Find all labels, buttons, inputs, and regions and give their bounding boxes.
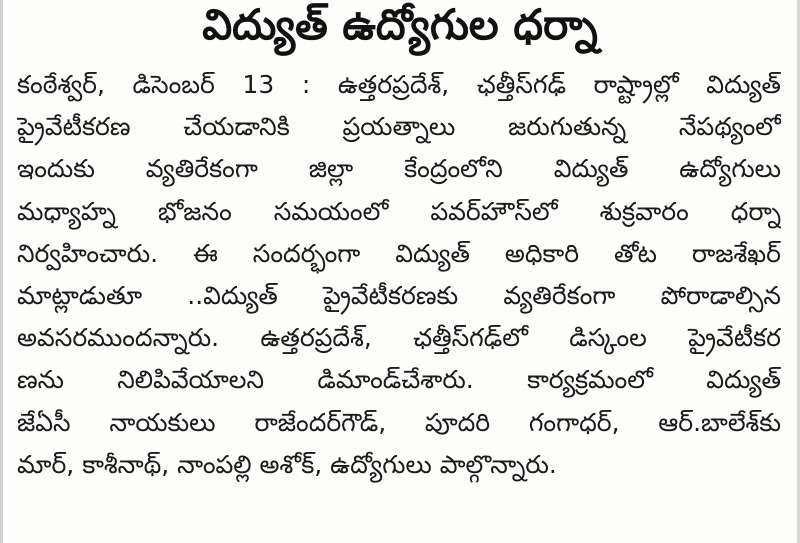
article-body xyxy=(17,64,781,486)
article-line-5: నిర్వహించారు. ఈ సందర్భంగా విద్యుత్ అధికారి తోట రాజశేఖర్ xyxy=(17,238,781,268)
article-line-7: అవసరముందన్నారు. ఉత్తరప్రదేశ్, ఛత్తీస్‌గఢ్‌లో డిస్కంల ప్రైవేటీకర xyxy=(17,323,781,353)
article-line-9: జేఏసీ నాయకులు రాజేందర్‌గౌడ్, పూదరి గంగాధర్, ఆర్.బాలేశ్‌కు xyxy=(17,407,781,437)
article-line-4: మధ్యాహ్న భోజనం సమయంలో పవర్‌హౌస్‌లో శుక్రవారం ధర్నా xyxy=(17,196,781,226)
article-line-6: మాట్లాడుతూ ..విద్యుత్ ప్రైవేటీకరణకు వ్యతిరేకంగా పోరాడాల్సిన xyxy=(17,280,781,310)
article-line-8: ణను నిలిపివేయాలని డిమాండ్‌చేశారు. కార్యక్రమంలో విద్యుత్ xyxy=(17,365,781,395)
article-line-10: మార్, కాశీనాథ్, నాంపల్లి అశోక్, ఉద్యోగులు పాల్గొన్నారు. xyxy=(17,449,557,479)
article-line-2: ప్రైవేటీకరణ చేయడానికి ప్రయత్నాలు జరుగుతున్న నేపథ్యంలో xyxy=(17,112,781,142)
article-headline: విద్యుత్ ఉద్యోగుల ధర్నా xyxy=(202,0,598,49)
article-line-3: ఇందుకు వ్యతిరేకంగా జిల్లా కేంద్రంలోని విద్యుత్ ఉద్యోగులు xyxy=(17,154,781,184)
article-line-1: కంఠేశ్వర్, డిసెంబర్ 13 : ఉత్తరప్రదేశ్, ఛత్తీస్‌గఢ్ రాష్ట్రాల్లో విద్యుత్ xyxy=(17,70,781,99)
